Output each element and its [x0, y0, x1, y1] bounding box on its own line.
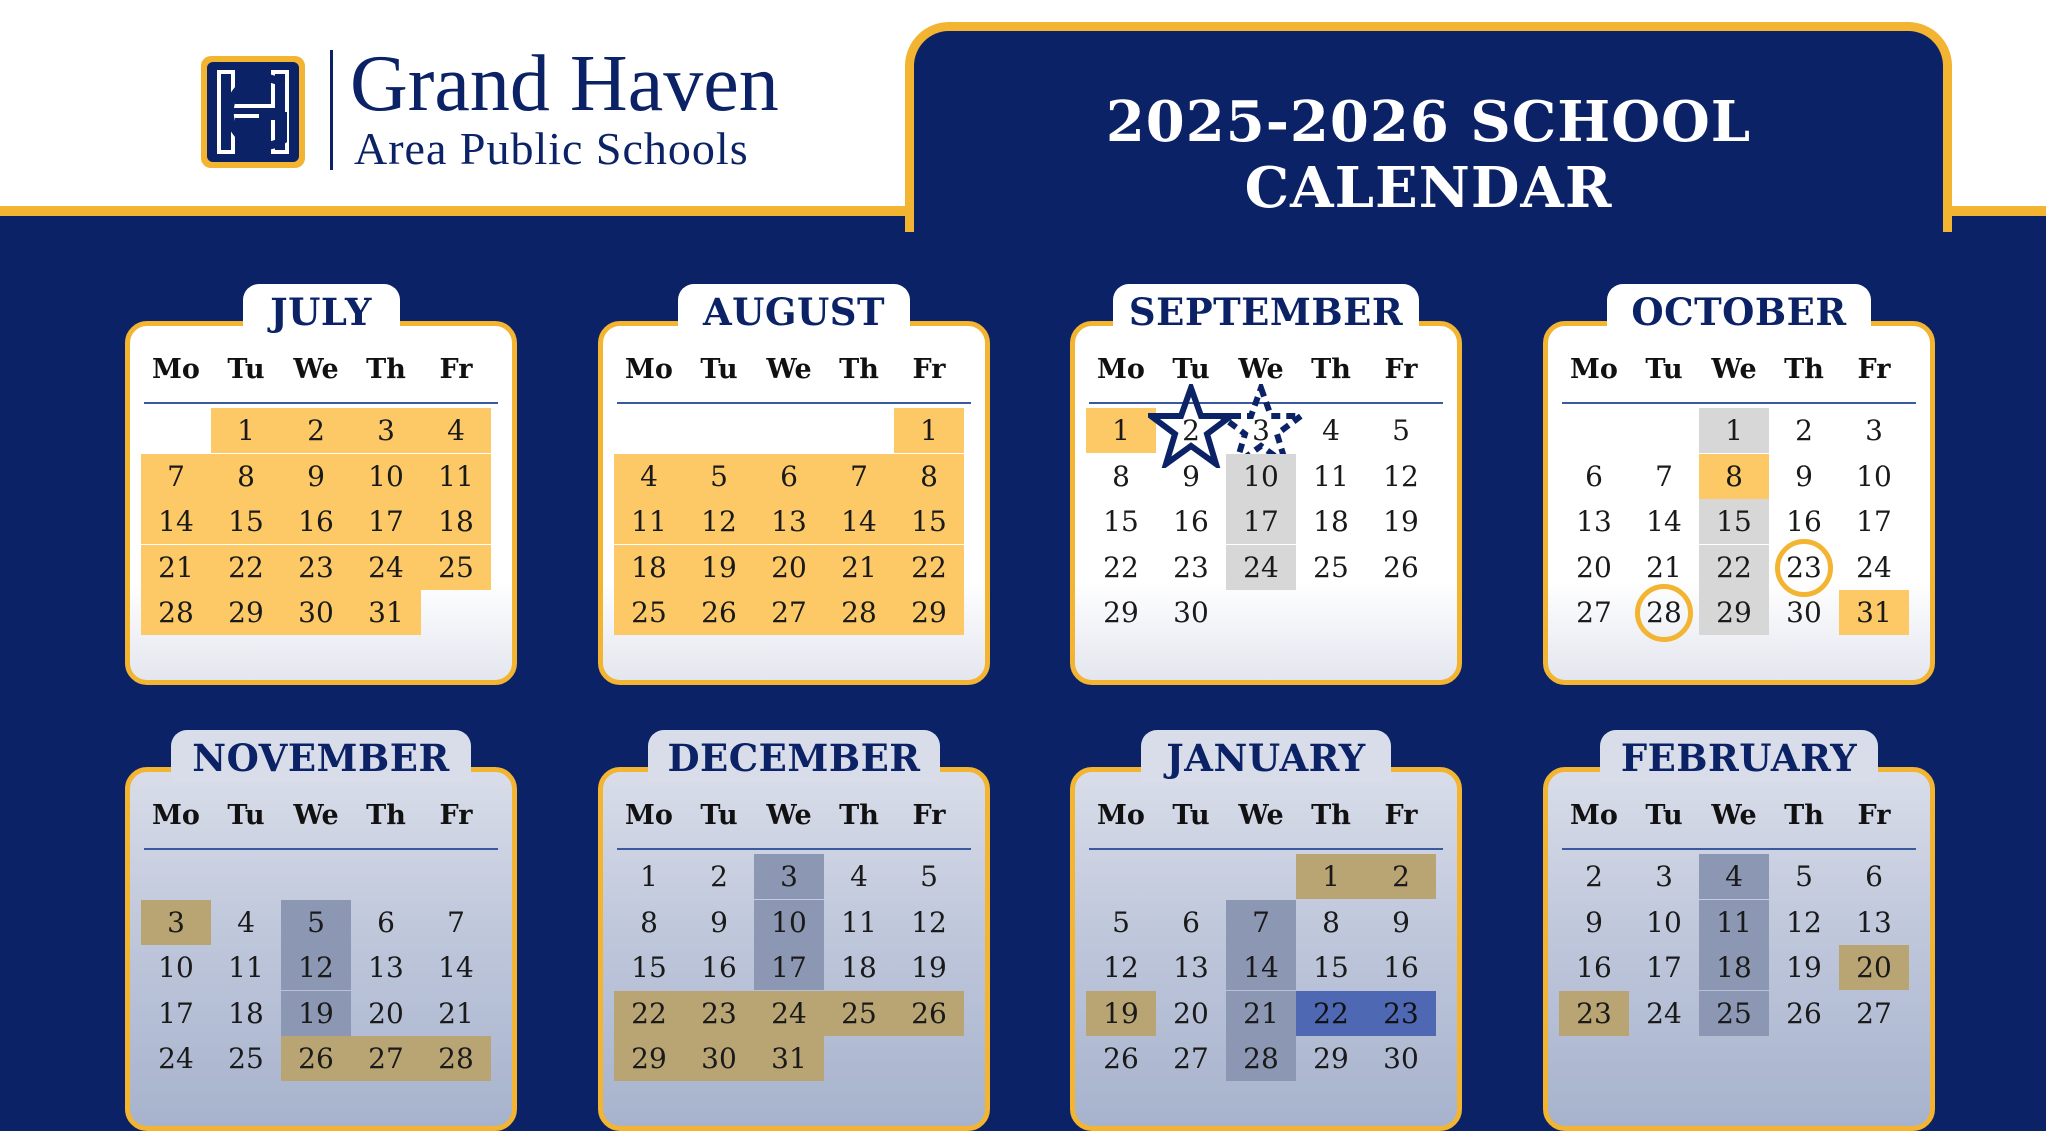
circle-marker-icon	[1635, 584, 1693, 642]
day-cell: 17	[351, 499, 421, 544]
day-cell: 20	[1839, 945, 1909, 990]
day-cell: 15	[211, 499, 281, 544]
day-cell: 17	[1226, 499, 1296, 544]
circle-marker-icon	[1775, 539, 1833, 597]
day-cell: 2	[281, 408, 351, 453]
day-cell: 10	[1226, 454, 1296, 499]
day-cell: 29	[211, 590, 281, 635]
day-cell: 12	[1786, 905, 1822, 939]
day-cell: 1	[1086, 408, 1156, 453]
day-cell: 4	[1322, 414, 1340, 447]
day-cell: 12	[911, 905, 947, 939]
day-cell: 10	[1856, 459, 1892, 493]
day-cell: 11	[228, 951, 264, 984]
day-cell: 22	[1296, 991, 1366, 1036]
day-cell: 24	[1856, 550, 1892, 584]
day-cell: 14	[1646, 505, 1682, 538]
day-cell: 4	[237, 905, 255, 939]
day-cell: 18	[1313, 505, 1349, 538]
day-cell: 24	[351, 545, 421, 590]
weekday-label: Mo	[1097, 800, 1145, 831]
day-cell: 3	[754, 854, 824, 899]
day-cell: 3	[1252, 414, 1270, 447]
weekday-label: Mo	[1570, 354, 1618, 385]
month-card-february	[1543, 736, 1935, 1131]
day-cell: 7	[1226, 900, 1296, 945]
month-name: SEPTEMBER	[1113, 284, 1419, 336]
day-cell: 29	[1313, 1042, 1349, 1075]
day-cell: 1	[211, 408, 281, 453]
weekday-header	[1086, 800, 1446, 840]
header-rule	[1562, 848, 1916, 850]
day-cell: 25	[228, 1042, 264, 1075]
weekday-label: Fr	[1384, 800, 1418, 831]
month-card-december	[598, 736, 990, 1131]
logo-divider	[330, 50, 333, 170]
day-cell: 3	[1865, 414, 1883, 447]
day-cell: 23	[1559, 991, 1629, 1036]
header-rule	[1562, 402, 1916, 404]
header-rule	[144, 848, 498, 850]
day-cell: 27	[351, 1036, 421, 1081]
day-cell: 8	[1322, 905, 1340, 939]
day-cell: 23	[1786, 550, 1822, 584]
month-name: AUGUST	[678, 284, 910, 336]
day-cell: 18	[1699, 945, 1769, 990]
weekday-header	[1559, 354, 1919, 394]
day-cell: 27	[1576, 596, 1612, 629]
weekday-label: Tu	[700, 354, 738, 385]
weekday-label: We	[1711, 354, 1757, 385]
day-cell: 20	[1173, 996, 1209, 1030]
day-cell: 9	[1182, 459, 1200, 493]
day-cell: 3	[1655, 860, 1673, 893]
day-cell: 28	[141, 590, 211, 635]
day-cell: 17	[1646, 951, 1682, 984]
header-rule	[144, 402, 498, 404]
weekday-label: Mo	[625, 354, 673, 385]
month-name: JULY	[243, 284, 400, 336]
weekday-label: Mo	[152, 354, 200, 385]
day-cell: 1	[1296, 854, 1366, 899]
day-cell: 22	[1699, 545, 1769, 590]
weekday-label: We	[293, 800, 339, 831]
day-cell: 16	[1786, 505, 1822, 538]
weekday-label: Th	[1311, 800, 1351, 831]
day-cell: 13	[368, 951, 404, 984]
day-cell: 19	[911, 951, 947, 984]
day-cell: 31	[351, 590, 421, 635]
day-cell: 30	[281, 590, 351, 635]
day-cell: 23	[1366, 991, 1436, 1036]
day-cell: 28	[421, 1036, 491, 1081]
weekday-label: Tu	[1645, 354, 1683, 385]
day-cell: 6	[1182, 905, 1200, 939]
weekday-label: Tu	[227, 800, 265, 831]
day-cell: 21	[1646, 550, 1682, 584]
day-cell: 19	[1383, 505, 1419, 538]
day-cell: 15	[1699, 499, 1769, 544]
day-cell: 13	[1576, 505, 1612, 538]
day-cell: 21	[438, 996, 474, 1030]
weekday-label: We	[1238, 800, 1284, 831]
day-cell: 2	[1366, 854, 1436, 899]
weekday-label: Mo	[1570, 800, 1618, 831]
day-cell: 6	[377, 905, 395, 939]
day-cell: 25	[614, 590, 684, 635]
day-cell: 5	[281, 900, 351, 945]
day-cell: 3	[141, 900, 211, 945]
day-cell: 2	[1585, 860, 1603, 893]
day-cell: 8	[211, 454, 281, 499]
weekday-label: Mo	[152, 800, 200, 831]
day-cell: 31	[754, 1036, 824, 1081]
day-cell: 22	[211, 545, 281, 590]
weekday-header	[614, 354, 974, 394]
calendar-title: 2025-2026 SCHOOL CALENDAR	[1105, 89, 1752, 221]
day-cell: 28	[1646, 596, 1682, 629]
day-cell: 30	[1786, 596, 1822, 629]
day-cell: 5	[1112, 905, 1130, 939]
day-cell: 16	[701, 951, 737, 984]
day-cell: 1	[894, 408, 964, 453]
day-cell: 17	[754, 945, 824, 990]
day-cell: 31	[1839, 590, 1909, 635]
day-cell: 1	[1699, 408, 1769, 453]
day-cell: 10	[351, 454, 421, 499]
day-cell: 5	[684, 454, 754, 499]
day-cell: 15	[1103, 505, 1139, 538]
day-cell: 15	[1313, 951, 1349, 984]
weekday-label: Tu	[700, 800, 738, 831]
day-cell: 20	[1576, 550, 1612, 584]
weekday-label: Th	[839, 354, 879, 385]
day-cell: 16	[1383, 951, 1419, 984]
title-banner	[905, 22, 1952, 232]
month-card-january	[1070, 736, 1462, 1131]
day-cell: 16	[1173, 505, 1209, 538]
day-cell: 21	[824, 545, 894, 590]
day-cell: 24	[158, 1042, 194, 1075]
weekday-header	[1559, 800, 1919, 840]
day-cell: 12	[684, 499, 754, 544]
weekday-label: Tu	[1172, 800, 1210, 831]
day-cell: 9	[710, 905, 728, 939]
day-cell: 2	[1795, 414, 1813, 447]
day-cell: 11	[421, 454, 491, 499]
day-cell: 26	[894, 991, 964, 1036]
day-cell: 22	[614, 991, 684, 1036]
day-cell: 30	[1383, 1042, 1419, 1075]
day-cell: 7	[447, 905, 465, 939]
day-cell: 18	[228, 996, 264, 1030]
weekday-label: Fr	[439, 800, 473, 831]
day-cell: 8	[640, 905, 658, 939]
day-cell: 22	[894, 545, 964, 590]
day-cell: 10	[1646, 905, 1682, 939]
month-name: JANUARY	[1141, 730, 1391, 782]
day-cell: 11	[1699, 900, 1769, 945]
day-cell: 18	[614, 545, 684, 590]
day-cell: 26	[1786, 996, 1822, 1030]
day-cell: 7	[824, 454, 894, 499]
day-cell: 7	[1655, 459, 1673, 493]
day-cell: 9	[1392, 905, 1410, 939]
weekday-label: We	[1711, 800, 1757, 831]
day-cell: 14	[824, 499, 894, 544]
day-cell: 5	[1392, 414, 1410, 447]
day-cell: 15	[894, 499, 964, 544]
day-cell: 20	[368, 996, 404, 1030]
weekday-label: Fr	[912, 800, 946, 831]
day-cell: 1	[640, 860, 658, 893]
day-cell: 15	[631, 951, 667, 984]
day-cell: 29	[894, 590, 964, 635]
day-cell: 24	[754, 991, 824, 1036]
day-cell: 14	[1226, 945, 1296, 990]
month-name: FEBRUARY	[1600, 730, 1878, 782]
weekday-label: Tu	[1645, 800, 1683, 831]
day-cell: 26	[1383, 550, 1419, 584]
day-cell: 29	[1103, 596, 1139, 629]
day-cell: 17	[1856, 505, 1892, 538]
day-cell: 14	[438, 951, 474, 984]
day-cell: 6	[754, 454, 824, 499]
day-cell: 21	[1226, 991, 1296, 1036]
day-cell: 20	[754, 545, 824, 590]
month-card-july	[125, 290, 517, 685]
header-rule	[617, 848, 971, 850]
day-cell: 4	[1699, 854, 1769, 899]
day-cell: 25	[1313, 550, 1349, 584]
month-card-october	[1543, 290, 1935, 685]
weekday-header	[141, 354, 501, 394]
day-cell: 3	[351, 408, 421, 453]
month-card-august	[598, 290, 990, 685]
day-cell: 28	[1226, 1036, 1296, 1081]
day-cell: 13	[1856, 905, 1892, 939]
day-cell: 13	[754, 499, 824, 544]
month-name: NOVEMBER	[171, 730, 471, 782]
day-cell: 27	[754, 590, 824, 635]
day-cell: 19	[281, 991, 351, 1036]
weekday-label: Tu	[227, 354, 265, 385]
day-cell: 26	[1103, 1042, 1139, 1075]
day-cell: 9	[1585, 905, 1603, 939]
day-cell: 25	[824, 991, 894, 1036]
weekday-label: Mo	[625, 800, 673, 831]
weekday-label: Mo	[1097, 354, 1145, 385]
weekday-label: Fr	[912, 354, 946, 385]
day-cell: 25	[421, 545, 491, 590]
header-rule	[1089, 848, 1443, 850]
weekday-label: Th	[1311, 354, 1351, 385]
weekday-label: We	[766, 800, 812, 831]
day-cell: 18	[841, 951, 877, 984]
day-cell: 19	[1786, 951, 1822, 984]
month-name: DECEMBER	[648, 730, 940, 782]
weekday-label: Th	[1784, 354, 1824, 385]
day-cell: 12	[1383, 459, 1419, 493]
header-rule	[617, 402, 971, 404]
day-cell: 25	[1699, 991, 1769, 1036]
day-cell: 9	[281, 454, 351, 499]
day-cell: 27	[1856, 996, 1892, 1030]
day-cell: 14	[141, 499, 211, 544]
day-cell: 4	[421, 408, 491, 453]
weekday-label: Th	[366, 354, 406, 385]
weekday-header	[141, 800, 501, 840]
day-cell: 10	[158, 951, 194, 984]
day-cell: 23	[1173, 550, 1209, 584]
month-card-november	[125, 736, 517, 1131]
day-cell: 27	[1173, 1042, 1209, 1075]
weekday-header	[614, 800, 974, 840]
day-cell: 9	[1795, 459, 1813, 493]
day-cell: 2	[1182, 414, 1200, 447]
day-cell: 8	[1699, 454, 1769, 499]
day-cell: 23	[684, 991, 754, 1036]
day-cell: 23	[281, 545, 351, 590]
day-cell: 11	[614, 499, 684, 544]
day-cell: 8	[894, 454, 964, 499]
day-cell: 6	[1585, 459, 1603, 493]
weekday-label: We	[1238, 354, 1284, 385]
day-cell: 5	[1795, 860, 1813, 893]
day-cell: 29	[614, 1036, 684, 1081]
day-cell: 28	[824, 590, 894, 635]
weekday-label: Th	[1784, 800, 1824, 831]
day-cell: 7	[141, 454, 211, 499]
weekday-label: Th	[366, 800, 406, 831]
weekday-label: We	[293, 354, 339, 385]
day-cell: 10	[754, 900, 824, 945]
day-cell: 11	[841, 905, 877, 939]
day-cell: 8	[1112, 459, 1130, 493]
weekday-label: Fr	[1857, 800, 1891, 831]
gh-monogram-logo-icon	[193, 50, 313, 174]
day-cell: 13	[1173, 951, 1209, 984]
district-subtitle: Area Public Schools	[354, 123, 749, 174]
day-cell: 22	[1103, 550, 1139, 584]
weekday-label: Tu	[1172, 354, 1210, 385]
day-cell: 12	[281, 945, 351, 990]
day-cell: 30	[1173, 596, 1209, 629]
day-cell: 18	[421, 499, 491, 544]
day-cell: 12	[1103, 951, 1139, 984]
day-cell: 16	[1576, 951, 1612, 984]
month-card-september	[1070, 290, 1462, 685]
day-cell: 11	[1313, 459, 1349, 493]
day-cell: 16	[281, 499, 351, 544]
day-cell: 29	[1699, 590, 1769, 635]
weekday-label: Fr	[439, 354, 473, 385]
day-cell: 4	[850, 860, 868, 893]
month-name: OCTOBER	[1607, 284, 1871, 336]
day-cell: 6	[1865, 860, 1883, 893]
day-cell: 26	[684, 590, 754, 635]
day-cell: 21	[141, 545, 211, 590]
weekday-label: Th	[839, 800, 879, 831]
day-cell: 2	[710, 860, 728, 893]
weekday-label: Fr	[1857, 354, 1891, 385]
day-cell: 5	[920, 860, 938, 893]
day-cell: 24	[1646, 996, 1682, 1030]
day-cell: 19	[684, 545, 754, 590]
weekday-label: Fr	[1384, 354, 1418, 385]
day-cell: 24	[1226, 545, 1296, 590]
day-cell: 19	[1086, 991, 1156, 1036]
day-cell: 17	[158, 996, 194, 1030]
day-cell: 4	[614, 454, 684, 499]
day-cell: 26	[281, 1036, 351, 1081]
district-name: Grand Haven	[350, 40, 779, 128]
day-cell: 30	[684, 1036, 754, 1081]
weekday-label: We	[766, 354, 812, 385]
